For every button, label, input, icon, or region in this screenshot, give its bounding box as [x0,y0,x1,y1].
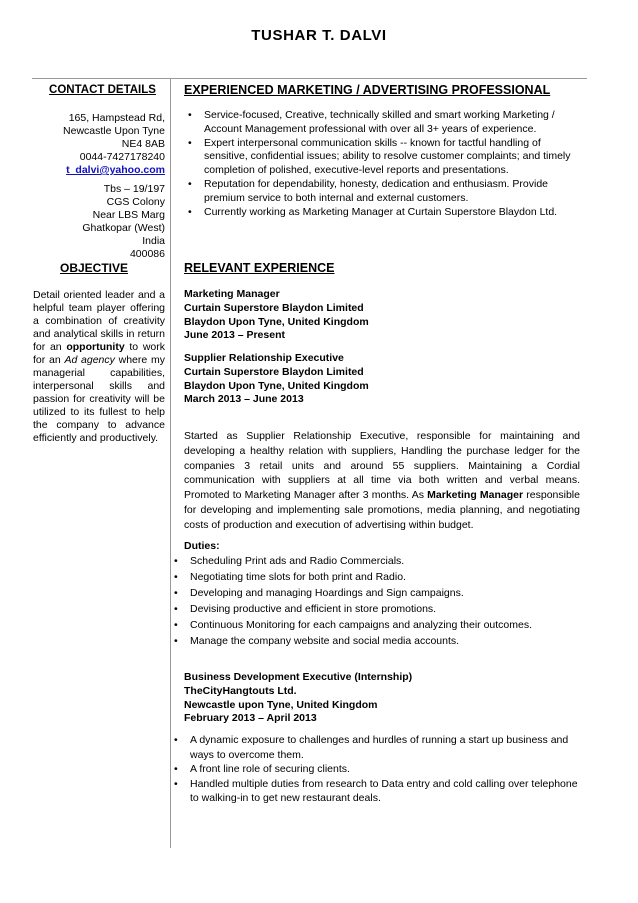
address-line: Tbs – 19/197 [103,183,165,195]
list-item: • Handled multiple duties from research to Data entry and cold calling over telephone to walking-in to get new restaurant deals. [170,777,580,806]
job-title: Supplier Relationship Executive [184,352,344,364]
contact-home-address-block [33,183,165,261]
job-company: Curtain Superstore Blaydon Limited [184,301,364,314]
contact-address-block [33,112,165,177]
job-title: Marketing Manager [184,288,280,300]
address-line: Ghatkopar (West) [82,222,165,234]
list-item: • Expert interpersonal communication skills -- known for tactful handling of sensitive, confidential issues; ability to resolve customer complaints; and timely completion of polished, executive-level reports and presentations. [184,137,580,178]
candidate-name: TUSHAR T. DALVI [251,27,387,44]
duties-list [170,553,580,649]
job-location: Newcastle upon Tyne, United Kingdom [184,698,378,711]
list-item: • Developing and managing Hoardings and Sign campaigns. [170,585,580,601]
list-item: • Currently working as Marketing Manager at Curtain Superstore Blaydon Ltd. [184,206,580,220]
list-item: • Scheduling Print ads and Radio Commercials. [170,553,580,569]
email-link[interactable]: t_dalvi@yahoo.com [66,164,165,176]
address-line: 400086 [129,248,165,260]
job-internship [184,671,580,726]
address-line: CGS Colony [106,196,165,208]
job-company: Curtain Superstore Blaydon Limited [184,365,364,378]
address-line: 165, Hampstead Rd, [68,112,165,124]
job-company: TheCityHangtouts Ltd. [184,684,297,697]
list-item: • A front line role of securing clients. [170,762,580,777]
job-title: Business Development Executive (Internship) [184,671,413,683]
list-item: • A dynamic exposure to challenges and hurdles of running a start up business and ways to overcome them. [170,733,580,762]
objective-heading: OBJECTIVE [60,261,129,275]
list-item: • Manage the company website and social media accounts. [170,633,580,649]
list-item: • Reputation for dependability, honesty, dedication and enthusiasm. Provide premium service to both internal and external customers. [184,178,580,206]
objective-text: Detail oriented leader and a helpful team player offering a combination of creativity and analytical skills in return for an opportunity to work for an Ad agency where my managerial capabilities, interpersonal skills and passion for creativity will be utilized to its fullest to help the company to advance efficiently and productively. [33,289,165,444]
experience-description: Started as Supplier Relationship Executive, responsible for maintaining and developing a healthy relation with suppliers, Handling the purchase ledger for the companies 3 retail units and around 55 suppliers. Maintaining a Cordial communication with suppliers at all time via both written and verbal means. Promoted to Marketing Manager after 3 months. As Marketing Manager responsible for developing and implementing sale promotions, media planning, and negotiating costs of production and execution of advertising within budget. [184,430,580,531]
summary-heading: EXPERIENCED MARKETING / ADVERTISING PROFESSIONAL [184,83,551,97]
job-supplier-executive [184,352,580,407]
job-dates: June 2013 – Present [184,329,285,342]
address-line: India [142,235,165,247]
contact-heading: CONTACT DETAILS [49,84,156,96]
address-line: Near LBS Marg [92,209,165,221]
job-dates: February 2013 – April 2013 [184,712,317,725]
summary-list [184,109,580,219]
job-dates: March 2013 – June 2013 [184,393,304,406]
list-item: • Continuous Monitoring for each campaigns and analyzing their outcomes. [170,617,580,633]
phone-number: 0044-7427178240 [79,151,165,163]
list-item: • Negotiating time slots for both print and Radio. [170,569,580,585]
list-item: • Devising productive and efficient in store promotions. [170,601,580,617]
job-location: Blaydon Upon Tyne, United Kingdom [184,379,369,392]
list-item: • Service-focused, Creative, technically skilled and smart working Marketing / Account Management professional with over all 3+ years of experience. [184,109,580,137]
job-location: Blaydon Upon Tyne, United Kingdom [184,315,369,328]
header-divider [32,78,587,79]
duties-heading: Duties: [184,540,220,552]
address-line: Newcastle Upon Tyne [63,125,165,137]
internship-list [170,733,580,806]
address-line: NE4 8AB [121,138,165,150]
job-marketing-manager [184,288,580,343]
experience-heading: RELEVANT EXPERIENCE [184,261,335,275]
